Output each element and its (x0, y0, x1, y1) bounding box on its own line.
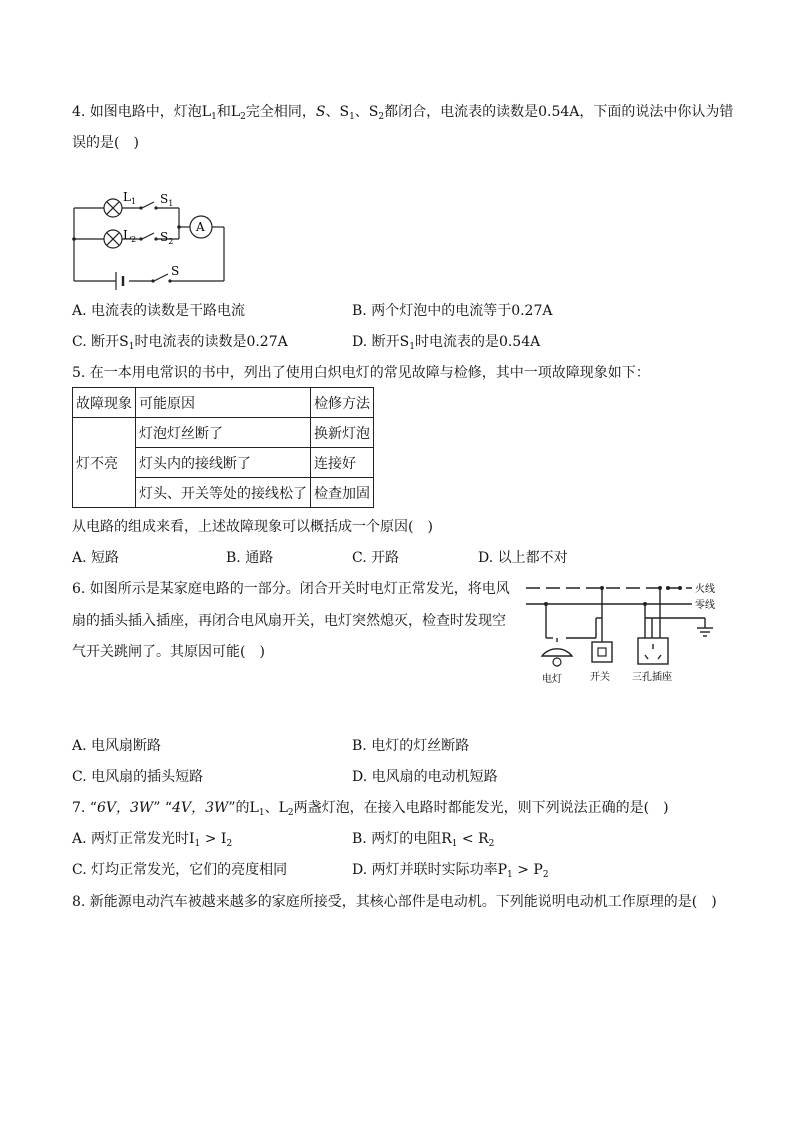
battery-icon (116, 272, 123, 290)
q5-option-d: D. 以上都不对 (478, 550, 568, 566)
table-cell: 换新灯泡 (311, 418, 374, 448)
table-cell: 灯头内的接线断了 (136, 448, 311, 478)
table-cell: 连接好 (311, 448, 374, 478)
q4-stem-line2: 误的是( ) (72, 135, 139, 151)
lamp-icon (542, 638, 572, 666)
table-cell: 灯头、开关等处的接线松了 (136, 478, 311, 508)
q6-stem-line2: 扇的插头插入插座，再闭合电风扇开关，电灯突然熄灭，检查时发现空 (72, 613, 506, 629)
q4-option-b: B. 两个灯泡中的电流等于0.27A (352, 303, 553, 319)
q7-option-c: C. 灯均正常发光，它们的亮度相同 (72, 862, 288, 878)
svg-text:L1: $L_1$ (123, 190, 137, 206)
q6-stem-line1: 6. 如图所示是某家庭电路的一部分。闭合开关时电灯正常发光，将电风 (72, 581, 510, 597)
svg-text:L2: $L_2$ (123, 228, 137, 244)
q8-stem: 8. 新能源电动汽车被越来越多的家庭所接受，其核心部件是电动机。下列能说明电动机工作原理的是( ) (72, 894, 717, 910)
table-header-cell: 故障现象 (73, 388, 136, 418)
svg-text:零线: 零线 (695, 600, 715, 611)
q4-option-d: D. 断开$S_1$时电流表的是0.54A (352, 334, 541, 352)
wall-switch-icon (592, 642, 612, 662)
q4-stem-line1: 4. 如图电路中，灯泡$L_1$和$L_2$完全相同，S、$S_1$、$S_2$都闭合，电流表的读数是0.54A，下面的说法中你认为错 (72, 104, 734, 122)
three-pin-socket-icon (638, 638, 668, 664)
q4-circuit-diagram (60, 180, 240, 290)
q6-household-circuit-diagram (520, 576, 730, 686)
table-row (73, 418, 374, 448)
table-cell: 检查加固 (311, 478, 374, 508)
svg-text:火线: 火线 (695, 584, 715, 595)
svg-text:S1: $S_1$ (160, 192, 174, 208)
svg-text:S2: $S_2$ (160, 230, 174, 246)
symptom-cell: 灯不亮 (73, 418, 136, 508)
q5-stem: 5. 在一本用电常识的书中，列出了使用白炽电灯的常见故障与检修，其中一项故障现象如下： (72, 365, 650, 381)
svg-text:三孔插座: 三孔插座 (632, 672, 672, 683)
q4-option-a: A. 电流表的读数是干路电流 (72, 303, 246, 319)
table-header-cell: 检修方法 (311, 388, 374, 418)
svg-text:S: S (171, 264, 180, 278)
q4-option-c: C. 断开$S_1$时电流表的读数是0.27A (72, 334, 288, 352)
q5-fault-table (72, 387, 374, 508)
q5-option-c: C. 开路 (352, 550, 400, 566)
q6-stem-line3: 气开关跳闸了。其原因可能( ) (72, 644, 265, 660)
q7-stem: 7. “6V，3W” “4V，3W”的$L_1$、$L_2$两盏灯泡，在接入电路时都能发光，则下列说法正确的是( ) (72, 800, 669, 818)
q5-option-a: A. 短路 (72, 550, 120, 566)
q6-option-b: B. 电灯的灯丝断路 (352, 738, 470, 754)
q6-option-c: C. 电风扇的插头短路 (72, 769, 204, 785)
q7-option-a: A. 两灯正常发光时$I_1 > I_2$ (72, 831, 233, 849)
q6-option-a: A. 电风扇断路 (72, 738, 162, 754)
table-header-row (73, 388, 374, 418)
q7-option-b: B. 两灯的电阻$R_1 < R_2$ (352, 831, 495, 849)
svg-text:电灯: 电灯 (542, 674, 562, 685)
table-cell: 灯泡灯丝断了 (136, 418, 311, 448)
q5-option-b: B. 通路 (226, 550, 274, 566)
q6-option-d: D. 电风扇的电动机短路 (352, 769, 498, 785)
svg-text:开关: 开关 (590, 672, 610, 683)
svg-text:A: A (196, 220, 205, 234)
q5-question: 从电路的组成来看，上述故障现象可以概括成一个原因( ) (72, 519, 433, 535)
table-header-cell: 可能原因 (136, 388, 311, 418)
q7-option-d: D. 两灯并联时实际功率$P_1 > P_2$ (352, 862, 549, 880)
